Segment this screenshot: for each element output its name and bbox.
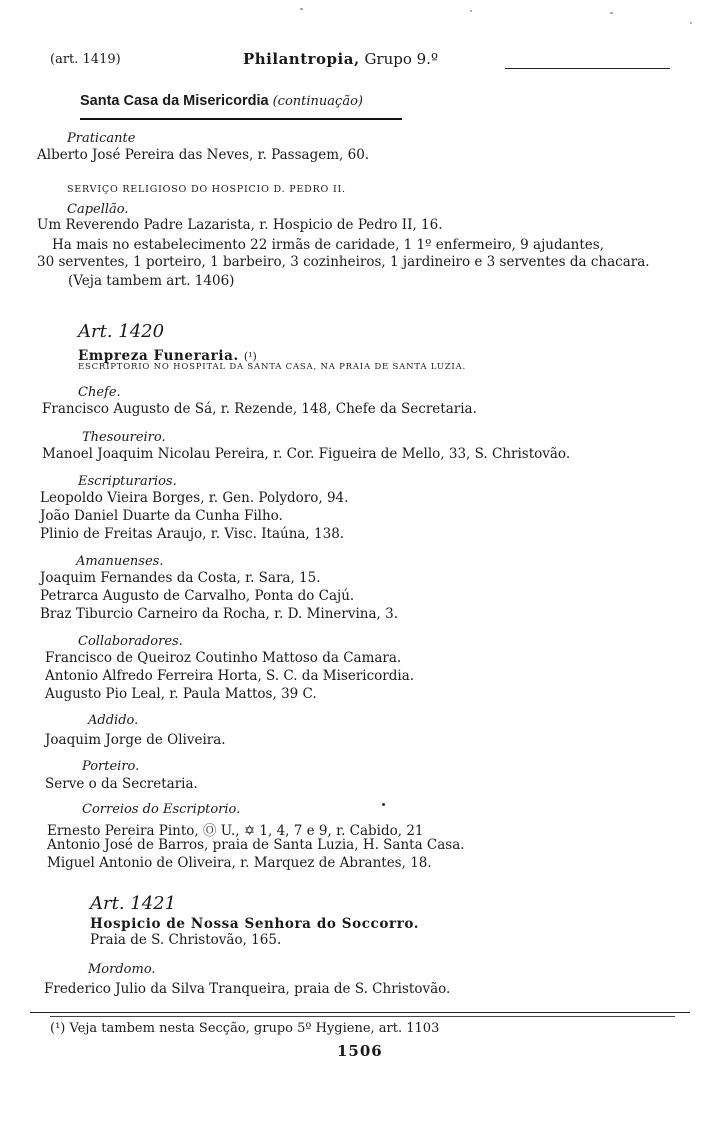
amanuense-entry: Petrarca Augusto de Carvalho, Ponta do Cajú. xyxy=(40,588,355,604)
art-1420-number: Art. 1420 xyxy=(78,321,165,342)
header-group: Grupo 9.º xyxy=(364,50,439,68)
servico-note-line-2: 30 serventes, 1 porteiro, 1 barbeiro, 3 cozinheiros, 1 jardineiro e 3 serventes da chacara. xyxy=(37,254,650,270)
capellao-label: Capellão. xyxy=(67,202,129,217)
addido-entry: Joaquim Jorge de Oliveira. xyxy=(45,732,226,748)
section-continuation: (continuação) xyxy=(272,94,363,109)
section-title-rule xyxy=(80,118,402,120)
art-1421-number: Art. 1421 xyxy=(90,893,177,914)
scan-speck xyxy=(300,8,303,10)
escripturario-entry: Plinio de Freitas Araujo, r. Visc. Itaúna, 138. xyxy=(40,526,345,542)
section-title-text: Santa Casa da Misericordia xyxy=(80,93,269,109)
header-rule xyxy=(505,68,670,69)
correio-entry: Antonio José de Barros, praia de Santa Luzia, H. Santa Casa. xyxy=(47,837,465,853)
capellao-entry: Um Reverendo Padre Lazarista, r. Hospicio de Pedro II, 16. xyxy=(37,217,443,233)
footnote-rule-secondary xyxy=(50,1016,675,1017)
collaborador-entry: Francisco de Queiroz Coutinho Mattoso da Camara. xyxy=(45,650,402,666)
scan-speck xyxy=(610,12,613,14)
mordomo-label: Mordomo. xyxy=(88,962,156,977)
art-1421-title: Hospicio de Nossa Senhora do Soccorro. xyxy=(90,916,420,932)
collaborador-entry: Antonio Alfredo Ferreira Horta, S. C. da Misericordia. xyxy=(45,668,415,684)
escripturario-entry: João Daniel Duarte da Cunha Filho. xyxy=(40,508,283,524)
art-1420-note-ref: (¹) xyxy=(243,350,257,363)
scan-speck xyxy=(470,10,472,12)
thesoureiro-entry: Manoel Joaquim Nicolau Pereira, r. Cor. Figueira de Mello, 33, S. Christovão. xyxy=(42,446,571,462)
servico-note-line-1: Ha mais no estabelecimento 22 irmãs de caridade, 1 1º enfermeiro, 9 ajudantes, xyxy=(52,237,604,253)
collaboradores-label: Collaboradores. xyxy=(78,634,183,649)
escripturario-entry: Leopoldo Vieira Borges, r. Gen. Polydoro, 94. xyxy=(40,490,349,506)
amanuense-entry: Braz Tiburcio Carneiro da Rocha, r. D. Minervina, 3. xyxy=(40,606,399,622)
header-title-text: Philantropia, xyxy=(243,50,360,68)
thesoureiro-label: Thesoureiro. xyxy=(82,430,166,445)
footnote: (¹) Veja tambem nesta Secção, grupo 5º Hygiene, art. 1103 xyxy=(50,1021,440,1036)
art-1421-address: Praia de S. Christovão, 165. xyxy=(90,932,282,948)
amanuense-entry: Joaquim Fernandes da Costa, r. Sara, 15. xyxy=(40,570,321,586)
header-title xyxy=(243,50,438,68)
correio-entry: Ernesto Pereira Pinto, Ⓞ U., ✡ 1, 4, 7 e 9, r. Cabido, 21 xyxy=(47,823,424,839)
porteiro-entry: Serve o da Secretaria. xyxy=(45,776,198,792)
art-1420-title: Empreza Funeraria. xyxy=(78,348,239,364)
correios-label: Correios do Escriptorio. xyxy=(82,802,241,817)
addido-label: Addido. xyxy=(88,713,139,728)
art-1420-subtitle: ESCRIPTORIO NO HOSPITAL DA SANTA CASA, NA PRAIA DE SANTA LUZIA. xyxy=(78,362,467,372)
amanuenses-label: Amanuenses. xyxy=(76,554,164,569)
mordomo-entry: Frederico Julio da Silva Tranqueira, praia de S. Christovão. xyxy=(44,981,451,997)
chefe-entry: Francisco Augusto de Sá, r. Rezende, 148, Chefe da Secretaria. xyxy=(42,401,477,417)
scan-speck xyxy=(690,22,692,24)
servico-see-also: (Veja tambem art. 1406) xyxy=(68,273,235,289)
servico-heading: SERVIÇO RELIGIOSO DO HOSPICIO D. PEDRO II. xyxy=(67,184,346,195)
chefe-label: Chefe. xyxy=(78,385,121,400)
porteiro-label: Porteiro. xyxy=(82,759,140,774)
footnote-rule xyxy=(30,1012,690,1013)
correio-entry: Miguel Antonio de Oliveira, r. Marquez de Abrantes, 18. xyxy=(47,855,432,871)
escripturarios-label: Escripturarios. xyxy=(78,474,177,489)
praticante-label: Praticante xyxy=(67,131,136,146)
section-title xyxy=(80,93,363,109)
collaborador-entry: Augusto Pio Leal, r. Paula Mattos, 39 C. xyxy=(45,686,317,702)
page-number: 1506 xyxy=(337,1042,383,1060)
scan-speck xyxy=(382,803,385,806)
praticante-entry: Alberto José Pereira das Neves, r. Passagem, 60. xyxy=(37,147,370,163)
header-article-ref: (art. 1419) xyxy=(50,52,121,67)
